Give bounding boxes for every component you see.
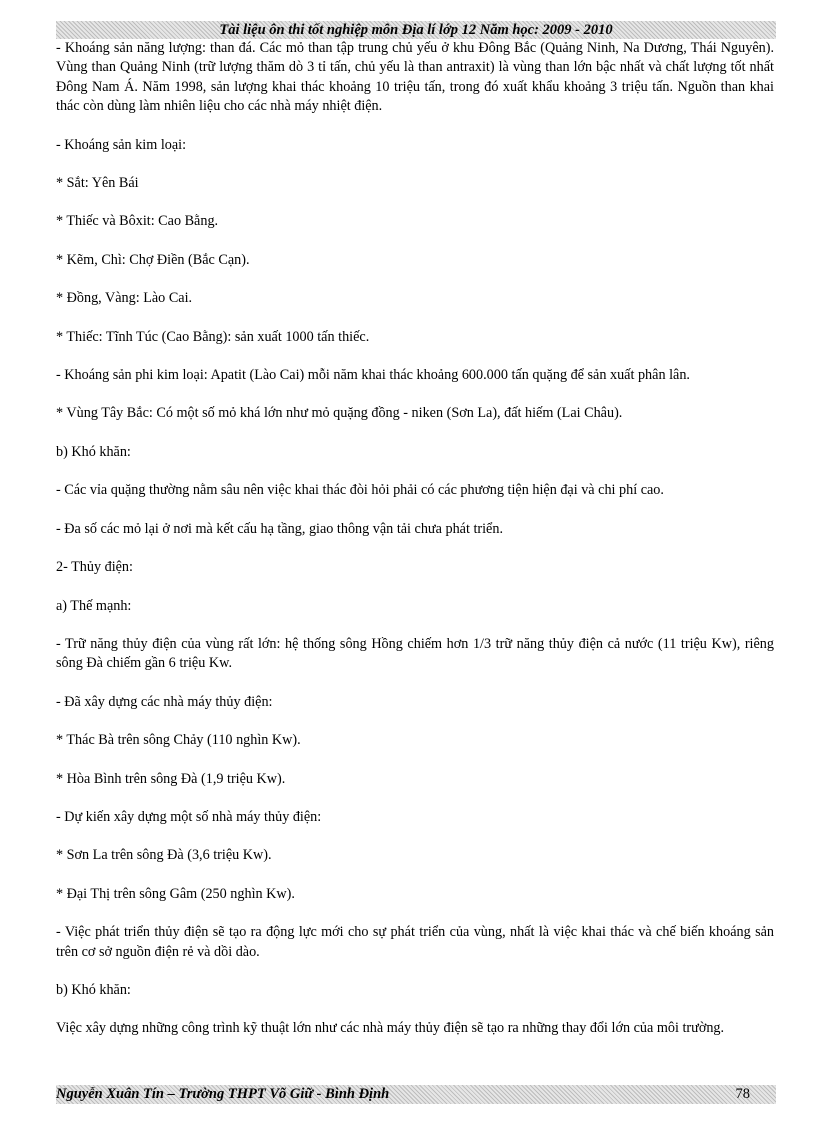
section-heading-hydropower: 2- Thủy điện: [56, 559, 133, 576]
list-item-dai-thi: * Đại Thị trên sông Gâm (250 nghìn Kw). [56, 885, 295, 902]
paragraph-nonmetal-minerals: - Khoáng sản phi kim loại: Apatit (Lào Cai) mỗi năm khai thác khoảng 600.000 tấn quặng để sản xuất phân lân. [56, 367, 690, 384]
subheading-difficulties-hydro: b) Khó khăn: [56, 981, 131, 998]
paragraph-metal-minerals: - Khoáng sản kim loại: [56, 136, 187, 153]
paragraph-built-plants: - Đã xây dựng các nhà máy thủy điện: [56, 693, 273, 710]
header-title: Tài liệu ôn thi tốt nghiệp môn Địa lí lớp 12 Năm học: 2009 - 2010 [219, 22, 613, 38]
list-item-zinc-lead: * Kẽm, Chì: Chợ Điền (Bắc Cạn). [56, 251, 250, 268]
document-body [56, 39, 774, 1039]
list-item-northwest: * Vùng Tây Bắc: Có một số mỏ khá lớn như mỏ quặng đồng - niken (Sơn La), đất hiếm (Lai Châu). [56, 405, 623, 422]
list-item-tin-tinh-tuc: * Thiếc: Tĩnh Túc (Cao Bằng): sản xuất 1000 tấn thiếc. [56, 328, 370, 345]
list-item-hoa-binh: * Hòa Bình trên sông Đà (1,9 triệu Kw). [56, 770, 286, 787]
paragraph-hydro-reserves: - Trữ năng thủy điện của vùng rất lớn: hệ thống sông Hồng chiếm hơn 1/3 trữ năng thủy điện cả nước (11 triệu Kw), riêng sông Đà chiếm gần 6 triệu Kw. [56, 635, 774, 672]
paragraph-environment: Việc xây dựng những công trình kỹ thuật lớn như các nhà máy thủy điện sẽ tạo ra những thay đổi lớn của môi trường. [56, 1020, 725, 1037]
footer-author: Nguyễn Xuân Tín – Trường THPT Võ Giữ - Bình Định [56, 1086, 390, 1102]
paragraph-coal: - Khoáng sản năng lượng: than đá. Các mỏ than tập trung chủ yếu ở khu Đông Bắc (Quảng Ninh, Na Dương, Thái Nguyên). Vùng than Quảng Ninh (trữ lượng thăm dò 3 tỉ tấn, chủ yếu là than antraxit) là vùng than lớn bậc nhất và chất lượng tốt nhất Đông Nam Á. Năm 1998, sản lượng khai thác khoảng 10 triệu tấn, trong đó xuất khẩu khoảng 3 triệu tấn. Nguồn than khai thác còn dùng làm nhiên liệu cho các nhà máy nhiệt điện. [56, 40, 774, 115]
paragraph-infrastructure: - Đa số các mỏ lại ở nơi mà kết cấu hạ tầng, giao thông vận tải chưa phát triển. [56, 520, 503, 537]
page-footer [56, 1085, 776, 1104]
page-header [56, 21, 776, 39]
page-number: 78 [735, 1086, 750, 1102]
list-item-copper-gold: * Đồng, Vàng: Lào Cai. [56, 290, 193, 307]
paragraph-deep-ore: - Các vỉa quặng thường nằm sâu nên việc khai thác đòi hỏi phải có các phương tiện hiện đại và chi phí cao. [56, 482, 664, 499]
paragraph-planned-plants: - Dự kiến xây dựng một số nhà máy thủy điện: [56, 808, 322, 825]
subheading-strengths: a) Thế mạnh: [56, 597, 132, 614]
list-item-tin-bauxite: * Thiếc và Bôxit: Cao Bằng. [56, 213, 219, 230]
subheading-difficulties-minerals: b) Khó khăn: [56, 443, 131, 460]
list-item-son-la: * Sơn La trên sông Đà (3,6 triệu Kw). [56, 847, 272, 864]
list-item-iron: * Sắt: Yên Bái [56, 175, 139, 192]
paragraph-development: - Việc phát triển thủy điện sẽ tạo ra động lực mới cho sự phát triển của vùng, nhất là việc khai thác và chế biến khoáng sản trên cơ sở nguồn điện rẻ và dồi dào. [56, 924, 774, 960]
list-item-thac-ba: * Thác Bà trên sông Chảy (110 nghìn Kw). [56, 732, 301, 749]
